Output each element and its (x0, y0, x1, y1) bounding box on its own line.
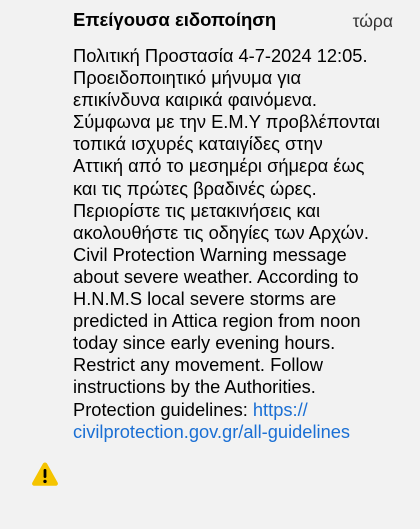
guidelines-link-continued[interactable] (73, 421, 350, 442)
message-line: Αττική από το μεσημέρι σήμερα έως (73, 155, 365, 177)
message-line: Restrict any movement. Follow (73, 354, 323, 376)
message-line: τοπικά ισχυρές καταιγίδες στην (73, 133, 323, 155)
guidelines-link[interactable] (253, 399, 308, 420)
message-line: instructions by the Authorities. (73, 376, 316, 398)
message-line: και τις πρώτες βραδινές ώρες. (73, 177, 317, 199)
guidelines-prefix: Protection guidelines: (73, 398, 253, 420)
message-line: επικίνδυνα καιρικά φαινόμενα. (73, 89, 317, 111)
guidelines-link-part2[interactable]: civilprotection.gov.gr/all-guidelines (73, 420, 351, 442)
message-line: about severe weather. According to (73, 265, 359, 287)
message-line: Σύμφωνα με την Ε.Μ.Υ προβλέπονται (73, 111, 380, 133)
message-line: ακολουθήστε τις οδηγίες των Αρχών. (73, 221, 369, 243)
warning-triangle-icon (31, 461, 59, 487)
message-line: Περιορίστε τις μετακινήσεις και (73, 199, 321, 221)
notification-title: Επείγουσα ειδοποίηση (73, 9, 277, 30)
guidelines-link-line (73, 421, 408, 443)
notification-header (73, 6, 393, 36)
guidelines-link-part1[interactable]: https:// (252, 398, 308, 420)
notification-body (73, 45, 408, 443)
message-line: Civil Protection Warning message (73, 243, 347, 265)
message-line: predicted in Attica region from noon (73, 310, 361, 332)
notification-time: τώρα (352, 11, 393, 31)
message-line: Προειδοποιητικό μήνυμα για (73, 67, 302, 89)
message-line: H.N.M.S local severe storms are (73, 288, 337, 310)
guidelines-line (73, 399, 408, 421)
message-line: today since early evening hours. (73, 332, 336, 354)
message-line: Πολιτική Προστασία 4-7-2024 12:05. (73, 45, 368, 66)
